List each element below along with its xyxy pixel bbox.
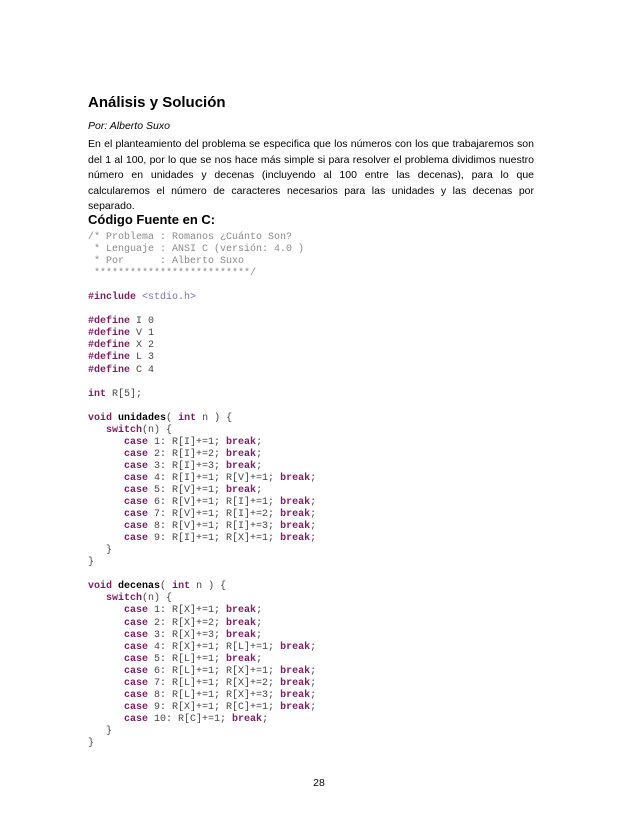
code-token: 4: R[X]+=1; R[L]+=1; <box>148 641 281 653</box>
code-token: ; <box>256 605 263 617</box>
code-token: 8: R[V]+=1; R[I]+=3; <box>148 521 281 533</box>
code-token: ; <box>256 653 263 665</box>
code-token: int <box>178 412 197 424</box>
code-token <box>88 473 124 484</box>
code-line <box>88 569 558 581</box>
code-token: break <box>226 436 257 448</box>
code-line <box>88 678 558 690</box>
code-line <box>88 690 558 702</box>
code-token: ; <box>256 629 263 641</box>
code-token <box>88 521 124 532</box>
code-line <box>88 328 558 340</box>
code-token: break <box>280 521 311 533</box>
code-token: case <box>124 629 149 641</box>
code-token: break <box>280 497 311 509</box>
code-line <box>88 340 558 352</box>
code-token: ; <box>310 677 317 689</box>
code-token <box>88 497 124 508</box>
code-token: ; <box>256 436 263 448</box>
code-token: switch <box>106 593 143 605</box>
code-token: int <box>172 581 191 593</box>
code-token: case <box>124 641 149 653</box>
body-paragraph: En el planteamiento del problema se especifica que los números con los que trabajaremos son del 1 al 100, por lo que se nos hace más simple si para resolver el problema dividimos nuestro número en unidades y decenas (incluyendo al 100 entre las decenas), para lo que calcularemos el número de caracteres necesarios para las unidades y las decenas por separado. <box>88 138 534 213</box>
code-token: unidades <box>118 412 167 424</box>
code-token <box>88 509 124 520</box>
code-token: 8: R[L]+=1; R[X]+=3; <box>148 689 281 701</box>
code-section-title: Código Fuente en C: <box>88 212 216 227</box>
code-token: 1: R[X]+=1; <box>148 605 227 617</box>
code-line <box>88 666 558 678</box>
code-token: ; <box>256 460 263 472</box>
code-token <box>88 666 124 677</box>
code-token: ; <box>256 484 263 496</box>
code-token: /* Problema : Romanos ¿Cuánto Son? <box>88 232 293 243</box>
code-line <box>88 642 558 654</box>
code-token: ; <box>262 713 269 725</box>
code-token: break <box>280 677 311 689</box>
code-token: #include <box>88 292 137 304</box>
code-token: 7: R[L]+=1; R[X]+=2; <box>148 677 281 689</box>
code-token: 3: R[X]+=3; <box>148 629 227 641</box>
code-token: case <box>124 605 149 617</box>
code-line <box>88 268 558 280</box>
code-token: ; <box>310 509 317 521</box>
code-token: X 2 <box>130 340 155 352</box>
code-token: } <box>88 545 113 557</box>
code-token: break <box>226 484 257 496</box>
code-token <box>88 642 124 653</box>
code-token: case <box>124 689 149 701</box>
code-line <box>88 618 558 630</box>
section-title: Análisis y Solución <box>88 94 226 111</box>
code-token: n ) { <box>196 412 233 424</box>
code-token: case <box>124 436 149 448</box>
code-token: } <box>88 557 95 569</box>
code-line <box>88 292 558 304</box>
code-token: void <box>88 412 113 424</box>
code-token <box>88 678 124 689</box>
code-token: 9: R[X]+=1; R[C]+=1; <box>148 701 281 713</box>
code-token <box>88 605 124 616</box>
code-line <box>88 365 558 377</box>
code-token: ; <box>310 521 317 533</box>
code-token: break <box>280 472 311 484</box>
code-token: ; <box>310 641 317 653</box>
code-line <box>88 437 558 449</box>
code-token: case <box>124 521 149 533</box>
code-token: R[5]; <box>106 388 143 400</box>
code-token: 5: R[V]+=1; <box>148 484 227 496</box>
code-token <box>88 485 124 496</box>
code-line <box>88 521 558 533</box>
code-line <box>88 304 558 316</box>
code-token: break <box>226 605 257 617</box>
code-token: (n) { <box>142 424 173 436</box>
code-token: 1: R[I]+=1; <box>148 436 227 448</box>
code-token: case <box>124 460 149 472</box>
code-token: break <box>280 641 311 653</box>
code-line <box>88 605 558 617</box>
code-token: case <box>124 484 149 496</box>
code-token: switch <box>106 424 143 436</box>
code-token: 9: R[I]+=1; R[X]+=1; <box>148 533 281 545</box>
code-token <box>88 449 124 460</box>
code-token <box>88 714 124 725</box>
code-token: ; <box>256 617 263 629</box>
code-token: case <box>124 677 149 689</box>
code-token: } <box>88 737 95 749</box>
code-line <box>88 726 558 738</box>
code-line <box>88 377 558 389</box>
code-token: V 1 <box>130 328 155 340</box>
code-token: * Lenguaje : ANSI C (versión: 4.0 ) <box>88 244 305 256</box>
code-token: 3: R[I]+=3; <box>148 460 227 472</box>
code-token: * Por : Alberto Suxo <box>88 256 245 268</box>
code-token: 10: R[C]+=1; <box>148 713 233 725</box>
code-line <box>88 244 558 256</box>
code-token: ; <box>310 497 317 509</box>
code-token: break <box>226 653 257 665</box>
code-line <box>88 738 558 750</box>
code-line <box>88 714 558 726</box>
code-token: break <box>226 617 257 629</box>
code-line <box>88 316 558 328</box>
code-token: 5: R[L]+=1; <box>148 653 227 665</box>
code-token: <stdio.h> <box>142 292 197 304</box>
code-line <box>88 593 558 605</box>
code-token: break <box>280 701 311 713</box>
code-token: I 0 <box>130 316 155 328</box>
code-line <box>88 256 558 268</box>
code-line <box>88 473 558 485</box>
code-token <box>88 593 106 604</box>
code-token <box>88 618 124 629</box>
code-line <box>88 461 558 473</box>
code-token: break <box>280 533 311 545</box>
code-token: ; <box>310 665 317 677</box>
code-token: break <box>226 629 257 641</box>
code-token: } <box>88 725 113 737</box>
code-line <box>88 509 558 521</box>
code-token: break <box>226 448 257 460</box>
code-token: break <box>280 689 311 701</box>
code-token: **************************/ <box>88 268 257 280</box>
code-token: n ) { <box>190 581 227 593</box>
code-token <box>88 437 124 448</box>
code-token: ; <box>310 533 317 545</box>
code-line <box>88 280 558 292</box>
code-token: case <box>124 713 149 725</box>
code-token: 7: R[V]+=1; R[I]+=2; <box>148 509 281 521</box>
code-token: case <box>124 617 149 629</box>
page-number: 28 <box>313 777 325 789</box>
code-line <box>88 232 558 244</box>
code-token <box>88 425 106 436</box>
code-token: ; <box>256 448 263 460</box>
code-line <box>88 533 558 545</box>
code-line <box>88 389 558 401</box>
code-token: break <box>226 460 257 472</box>
code-line <box>88 401 558 413</box>
code-token: L 3 <box>130 352 155 364</box>
code-token: ; <box>310 689 317 701</box>
code-line <box>88 352 558 364</box>
code-line <box>88 630 558 642</box>
code-token: 6: R[L]+=1; R[X]+=1; <box>148 665 281 677</box>
code-token: C 4 <box>130 364 155 376</box>
code-token: ; <box>310 472 317 484</box>
code-token: case <box>124 509 149 521</box>
code-line <box>88 654 558 666</box>
code-token: case <box>124 701 149 713</box>
code-line <box>88 413 558 425</box>
code-token: case <box>124 533 149 545</box>
code-line <box>88 557 558 569</box>
code-block <box>88 232 558 750</box>
code-line <box>88 449 558 461</box>
code-token <box>88 690 124 701</box>
code-token: int <box>88 388 107 400</box>
code-line <box>88 545 558 557</box>
code-token <box>88 533 124 544</box>
code-token <box>88 461 124 472</box>
code-token: #define <box>88 328 131 340</box>
code-token: #define <box>88 316 131 328</box>
code-token: break <box>232 713 263 725</box>
code-line <box>88 702 558 714</box>
code-token: ; <box>310 701 317 713</box>
code-line <box>88 497 558 509</box>
code-line <box>88 425 558 437</box>
code-token: case <box>124 665 149 677</box>
code-line <box>88 485 558 497</box>
code-token: #define <box>88 352 131 364</box>
code-token: 6: R[V]+=1; R[I]+=1; <box>148 497 281 509</box>
code-token: 2: R[I]+=2; <box>148 448 227 460</box>
code-line <box>88 581 558 593</box>
code-token: #define <box>88 340 131 352</box>
code-token: 2: R[X]+=2; <box>148 617 227 629</box>
code-token: break <box>280 665 311 677</box>
code-token: (n) { <box>142 593 173 605</box>
code-token <box>88 630 124 641</box>
code-token: ( <box>166 412 179 424</box>
code-token: void <box>88 581 113 593</box>
code-token <box>88 702 124 713</box>
code-token: break <box>280 509 311 521</box>
code-token: #define <box>88 364 131 376</box>
code-token <box>88 654 124 665</box>
code-token: case <box>124 653 149 665</box>
code-token: ( <box>160 581 173 593</box>
code-token: decenas <box>118 581 161 593</box>
author-line: Por: Alberto Suxo <box>88 120 170 132</box>
code-token: case <box>124 472 149 484</box>
code-token: case <box>124 497 149 509</box>
code-token: 4: R[I]+=1; R[V]+=1; <box>148 472 281 484</box>
code-token: case <box>124 448 149 460</box>
